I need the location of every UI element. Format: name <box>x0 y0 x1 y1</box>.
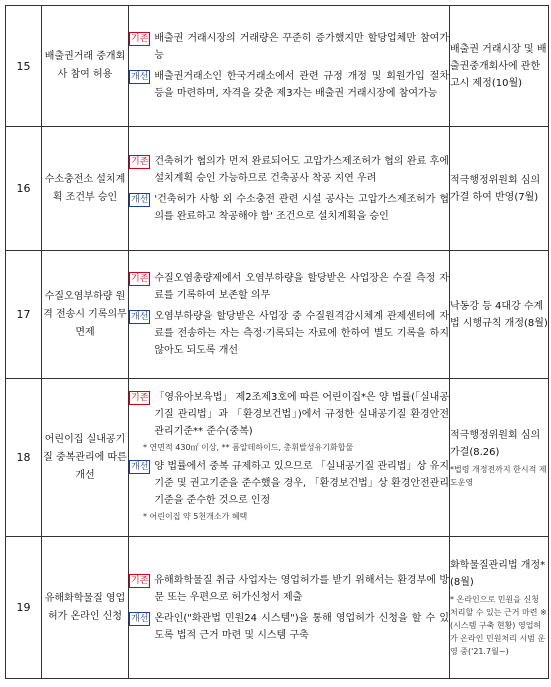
after-text: 양 법률에서 중복 규제하고 있으므로 「실내공기질 관리법」상 유지기준 및 권고기준을 준수했을 경우, 「환경보건법」상 환경안전관리기준을 준수한 것으로 인정 <box>154 460 449 506</box>
note-subtext: * 온라인으로 민원을 신청 처리할 수 있는 근거 마련 ※ (시스템 구축 현황) 영업허가 온라인 민원처리 시범 운영 중('21.7월~) <box>450 595 547 656</box>
before-text: 건축허가 협의가 먼저 완료되어도 고압가스제조허가 협의 완료 후에 설치계획 승인 가능하므로 건축공사 착공 지연 우려 <box>154 155 449 184</box>
note-text: 배출권 거래시장 및 배출권중개회사에 관한 고시 제정(10월) <box>450 43 547 89</box>
after-entry <box>129 610 449 644</box>
row-number: 16 <box>6 127 42 251</box>
before-label: 기존 <box>131 274 149 284</box>
note-subtext: *법령 개정전까지 한시적 제도운영 <box>450 464 547 487</box>
row-note <box>450 127 549 251</box>
after-entry <box>129 191 449 225</box>
row-number: 17 <box>6 251 42 379</box>
after-text: 온라인("화관법 민원24 시스템")을 통해 영업허가 신청을 할 수 있도록 법적 근거 마련 및 시스템 구축 <box>154 612 449 641</box>
before-entry <box>129 30 449 64</box>
after-text: 배출권거래소인 한국거래소에서 관련 규정 개정 및 회원가입 절차 등을 마련하며, 자격을 갖춘 제3자는 배출권 거래시장에 참여가능 <box>154 71 449 99</box>
after-entry <box>129 68 449 102</box>
after-label: 개선 <box>131 461 149 472</box>
table-row <box>6 6 549 127</box>
before-text: 수질오염총량제에서 오염부하량을 할당받은 사업장은 수질 측정 자료를 기록하여 보존할 의무 <box>154 273 449 301</box>
before-label: 기존 <box>131 575 149 586</box>
row-details <box>129 127 450 251</box>
row-title: 어린이집 실내공기질 중복관리에 따른 개선 <box>42 379 129 537</box>
row-number: 19 <box>6 537 42 679</box>
row-title: 수질오염부하량 원격 전송시 기록의무 면제 <box>42 251 129 379</box>
before-entry <box>129 153 449 187</box>
after-label: 개선 <box>131 613 149 624</box>
note-text: 적극행정위원회 심의 가결 하여 반영(7월) <box>450 174 541 203</box>
note-text: 낙동강 등 4대강 수계법 시행규칙 개정(8월) <box>450 300 548 329</box>
after-footnote: * 어린이집 약 5천개소가 혜택 <box>143 511 248 521</box>
row-number: 15 <box>6 6 42 127</box>
row-title: 수소충전소 설치계획 조건부 승인 <box>42 127 129 251</box>
note-text: 적극행정위원회 심의 가결(8.26) <box>450 429 541 458</box>
after-entry <box>129 458 449 509</box>
row-title: 배출권거래 중개회사 참여 허용 <box>42 6 129 127</box>
row-details <box>129 379 450 537</box>
before-footnote: * 연면적 430㎡ 이상, ** 폼알데하이드, 총휘발성유기화합물 <box>143 442 354 452</box>
before-label: 기존 <box>131 392 149 403</box>
after-label: 개선 <box>131 72 149 82</box>
row-details <box>129 251 450 379</box>
before-label: 기존 <box>131 34 149 44</box>
after-label: 개선 <box>131 312 149 322</box>
row-details <box>129 6 450 127</box>
before-text: 유해화학물질 취급 사업자는 영업허가를 받기 위해서는 환경부에 방문 또는 우편으로 허가신청서 제출 <box>154 574 449 603</box>
row-note <box>450 251 549 379</box>
before-entry <box>129 270 449 304</box>
before-text: 배출권 거래시장의 거래량은 꾸준히 증가했지만 할당업체만 참여가능 <box>154 33 449 61</box>
after-text: '건축허가 사항 외 수소충전 관련 시설 공사는 고압가스제조허가 협의를 완료하고 착공해야 함' 조건으로 설치계획을 승인 <box>154 193 449 222</box>
before-entry <box>129 572 449 606</box>
before-text: 「영유아보육법」 제2조제3호에 따른 어린이집*은 양 법률(「실내공기질 관리법」과 「환경보건법」)에서 규정한 실내공기질 환경안전관리기준** 준수(중복) <box>154 391 449 437</box>
row-note <box>450 6 549 127</box>
row-title: 유해화학물질 영업허가 온라인 신청 <box>42 537 129 679</box>
row-details <box>129 537 450 679</box>
after-text: 오염부하량을 할당받은 사업장 중 수질원격감시체계 관제센터에 자료를 전송하는 자는 측정·기록되는 자료에 한하여 별도 기록을 하지 않아도 되도록 개선 <box>154 311 449 356</box>
row-note <box>450 537 549 679</box>
row-number: 18 <box>6 379 42 537</box>
table-row <box>6 127 549 251</box>
table-row <box>6 251 549 379</box>
table-row <box>6 537 549 679</box>
note-text: 화학물질관리법 개정*(8월) <box>450 560 546 588</box>
before-label: 기존 <box>131 156 149 167</box>
after-entry <box>129 308 449 359</box>
table-row <box>6 379 549 537</box>
regulation-table <box>5 5 549 679</box>
before-entry <box>129 389 449 440</box>
row-note <box>450 379 549 537</box>
after-label: 개선 <box>131 194 149 205</box>
